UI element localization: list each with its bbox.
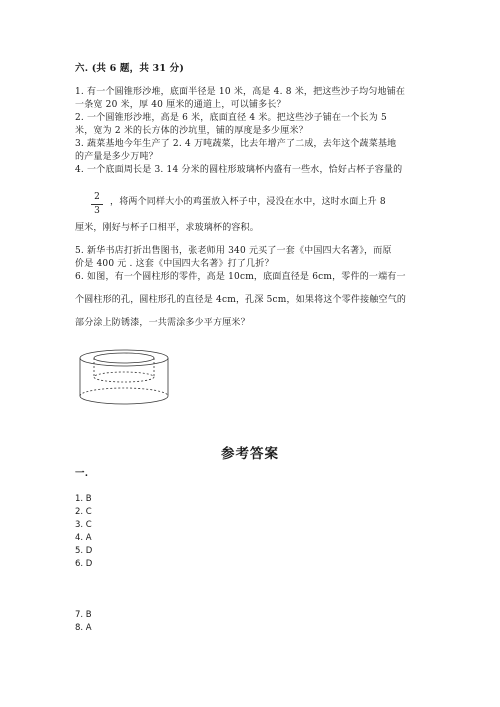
cylinder-part-figure	[76, 345, 176, 413]
answer-item: 1. B	[75, 494, 92, 504]
hole-top-ellipse	[94, 353, 154, 363]
question-6-line-2: 个圆柱形的孔，圆柱形孔的直径是 4cm，孔深 5cm，如果将这个零件接触空气的	[75, 295, 407, 305]
question-6-line-1: 6. 如图，有一个圆柱形的零件，高是 10cm，底面直径是 6cm，零件的一端有一	[75, 272, 406, 282]
outer-bottom-back-hidden	[80, 388, 168, 396]
answers-section-label: 一.	[75, 468, 89, 479]
question-2-line-2: 米，宽为 2 米的长方体的沙坑里，铺的厚度是多少厘米？	[75, 126, 308, 136]
fraction-two-thirds	[91, 192, 103, 217]
answer-item: 6. D	[75, 559, 93, 569]
question-3-line-2: 的产量是多少万吨？	[75, 152, 158, 162]
answers-title: 参考答案	[221, 446, 279, 462]
outer-top-ellipse	[80, 350, 168, 366]
question-4-line-3: 厘米，刚好与杯子口相平，求玻璃杯的容积。	[75, 223, 260, 233]
question-1-line-2: 一条宽 20 米，厚 40 厘米的通道上，可以铺多长？	[75, 100, 286, 110]
question-1-line-1: 1. 有一个圆锥形沙堆，底面半径是 10 米，高是 4. 8 米，把这些沙子均匀地铺在	[75, 87, 406, 97]
answer-item: 7. B	[75, 610, 92, 620]
answer-item: 2. C	[75, 507, 92, 517]
fraction-numerator: 2	[94, 192, 100, 202]
question-4-line-1: 4. 一个底面周长是 3. 14 分米的圆柱形玻璃杯内盛有一些水，恰好占杯子容量的	[75, 165, 403, 175]
question-5-line-1: 5. 新华书店打折出售图书，张老师用 340 元买了一套《中国四大名著》，而原	[75, 246, 392, 256]
question-2-line-1: 2. 一个圆锥形沙堆，高是 6 米，底面直径 4 米。把这些沙子铺在一个长为 5	[75, 113, 387, 123]
question-3-line-1: 3. 蔬菜基地今年生产了 2. 4 万吨蔬菜，比去年增产了二成，去年这个蔬菜基地	[75, 139, 397, 149]
answer-item: 5. D	[75, 546, 93, 556]
answer-item: 4. A	[75, 533, 92, 543]
answer-item: 8. A	[75, 623, 92, 633]
question-4-line-2: ，将两个同样大小的鸡蛋放入杯子中，浸没在水中，这时水面上升 8	[110, 197, 386, 207]
section-title: 六. (共 6 题，共 31 分)	[75, 63, 185, 74]
question-6-line-3: 部分涂上防锈漆，一共需涂多少平方厘米？	[75, 318, 250, 328]
hole-bottom-ellipse-hidden	[94, 372, 154, 382]
outer-bottom-front	[80, 396, 168, 404]
question-5-line-2: 价是 400 元 . 这套《中国四大名著》打了几折？	[75, 259, 274, 269]
answer-item: 3. C	[75, 520, 92, 530]
fraction-bar	[91, 204, 103, 205]
fraction-denominator: 3	[94, 206, 100, 216]
